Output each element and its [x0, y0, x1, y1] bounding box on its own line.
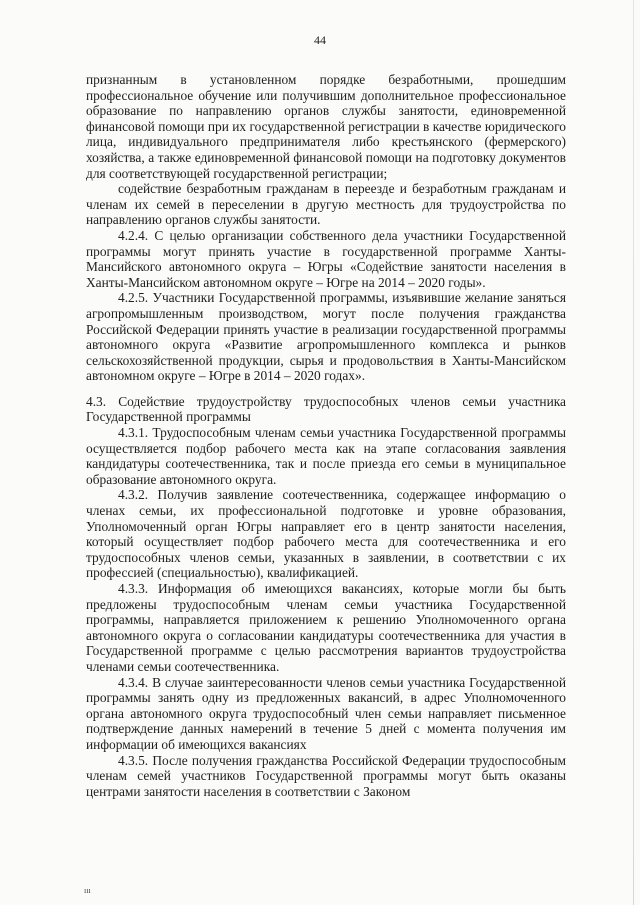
- paragraph-4-3-3: 4.3.3. Информация об имеющихся вакансиях, которые могли бы быть предложены трудоспособным членам семьи участника Государственной программы, направляется приложением к решению Уполномоченного органа автономного округа о согласовании кандидатуры соотечественника для участия в Государственной программе с целью рассмотрения вариантов трудоустройства членами семьи соотечественника.: [86, 581, 566, 674]
- paragraph-continuation: признанным в установленном порядке безработными, прошедшим профессиональное обучение или получившим дополнительное профессиональное образование по направлению органов службы занятости, единовременной финансовой помощи при их государственной регистрации в качестве юридического лица, индивидуального предпринимателя либо крестьянского (фермерского) хозяйства, а также единовременной финансовой помощи на подготовку документов для соответствующей государственной регистрации;: [86, 72, 566, 181]
- page-number: 44: [314, 33, 326, 47]
- scan-edge-line: [633, 0, 634, 905]
- footer-mark: ııı: [84, 886, 91, 895]
- document-body: [86, 72, 566, 799]
- spacer: [86, 384, 566, 394]
- paragraph-relocation-assistance: содействие безработным гражданам в переезде и безработным гражданам и членам их семей в переселении в другую местность для трудоустройства по направлению органов службы занятости.: [86, 181, 566, 228]
- paragraph-4-3-4: 4.3.4. В случае заинтересованности членов семьи участника Государственной программы занять одну из предложенных вакансий, в адрес Уполномоченного органа автономного округа трудоспособный член семьи направляет письменное подтверждение данных намерений в течение 5 дней с момента получения им информации об имеющихся вакансиях: [86, 674, 566, 752]
- paragraph-4-2-4: 4.2.4. С целью организации собственного дела участники Государственной программы могут принять участие в государственной программе Ханты-Мансийского автономного округа – Югры «Содействие занятости населения в Ханты-Мансийском автономном округе – Югре на 2014 – 2020 годы».: [86, 227, 566, 290]
- paragraph-4-2-5: 4.2.5. Участники Государственной программы, изъявившие желание заняться агропромышленным производством, могут после получения гражданства Российской Федерации принять участие в реализации государственной программы автономного округа «Развитие агропромышленного комплекса и рынков сельскохозяйственной продукции, сырья и продовольствия в Ханты-Мансийском автономном округе – Югре в 2014 – 2020 годах».: [86, 290, 566, 384]
- paragraph-4-3-2: 4.3.2. Получив заявление соотечественника, содержащее информацию о членах семьи, их профессиональной подготовке и уровне образования, Уполномоченный орган Югры направляет его в центр занятости населения, который осуществляет подбор рабочего места для соотечественника и его трудоспособных членов семьи, указанных в заявлении, в соответствии с их профессией (специальностью), квалификацией.: [86, 487, 566, 581]
- paragraph-4-3-5: 4.3.5. После получения гражданства Российской Федерации трудоспособным членам семей участников Государственной программы могут быть оказаны центрами занятости населения в соответствии с Законом: [86, 752, 566, 799]
- paragraph-4-3-1: 4.3.1. Трудоспособным членам семьи участника Государственной программы осуществляется подбор рабочего места как на этапе согласования заявления кандидатуры соотечественника, так и после приезда его семьи в муниципальное образование автономного округа.: [86, 425, 566, 487]
- section-heading-4-3: 4.3. Содействие трудоустройству трудоспособных членов семьи участника Государственной программы: [86, 393, 566, 425]
